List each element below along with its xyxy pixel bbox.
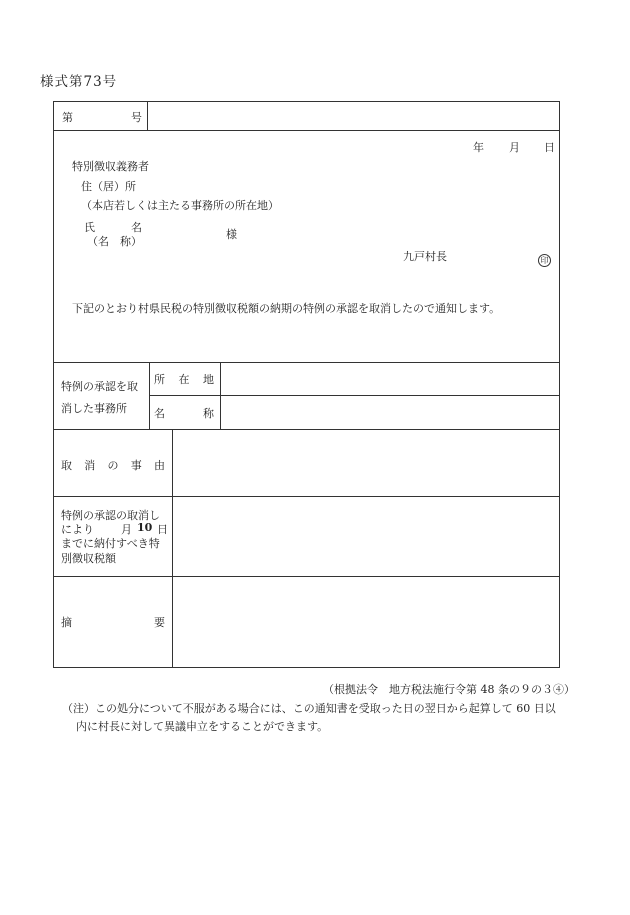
rule (149, 395, 559, 396)
office-label-line2: 消した事務所 (61, 402, 127, 415)
reason-char: の (107, 459, 119, 472)
seal-mark (538, 248, 551, 267)
number-suffix: 号 (131, 111, 142, 124)
office-name-field[interactable] (222, 397, 558, 428)
office-name-char: 称 (203, 407, 214, 420)
reason-char: 事 (130, 459, 142, 472)
office-name-char: 名 (154, 407, 165, 420)
reason-char: 取 (61, 459, 72, 472)
appeal-note-line2: 内に村長に対して異議申立をすることができます。 (76, 720, 329, 733)
date-year-label: 年 (473, 141, 484, 154)
summary-char: 摘 (61, 616, 72, 629)
seal-icon: 印 (538, 254, 551, 267)
office-location-label (154, 371, 214, 387)
summary-label (61, 614, 165, 630)
amount-day-value: 10 (137, 521, 153, 534)
amount-label-line4: 別徴収税額 (61, 552, 116, 565)
rule (54, 576, 559, 577)
cancellation-reason-field[interactable] (174, 431, 558, 495)
reason-char: 消 (84, 459, 96, 472)
document-number-label (62, 109, 142, 125)
rule (149, 362, 150, 429)
legal-basis: （根拠法令 地方税法施行令第 48 条の９の３④） (323, 683, 575, 696)
rule (54, 362, 559, 363)
name-label-char: 名 (131, 221, 142, 234)
office-location-field[interactable] (222, 364, 558, 394)
document-number-field[interactable] (150, 104, 556, 128)
address-label: 住（居）所 (81, 180, 136, 193)
notice-body-text: 下記のとおり村県民税の特別徴収税額の納期の特例の承認を取消したので通知します。 (72, 302, 501, 315)
office-label-line1: 特例の承認を取 (61, 380, 138, 393)
name-label-char: 氏 (84, 221, 95, 234)
rule (147, 102, 148, 130)
tax-amount-field[interactable] (174, 498, 558, 575)
summary-char: 要 (154, 616, 165, 629)
issuer-title: 九戸村長 (403, 250, 447, 263)
location-char: 在 (178, 373, 190, 386)
date-day-label: 日 (544, 141, 555, 154)
obligor-label: 特別徴収義務者 (72, 160, 149, 173)
location-char: 所 (154, 373, 165, 386)
summary-field[interactable] (174, 578, 558, 666)
form-number: 様式第73号 (40, 74, 118, 90)
amount-month-label: 月 (121, 523, 132, 536)
amount-day-label: 日 (157, 523, 168, 536)
notice-form-frame (53, 101, 560, 668)
rule (54, 496, 559, 497)
location-char: 地 (203, 373, 214, 386)
reason-char: 由 (154, 459, 165, 472)
amount-label-line3: までに納付すべき特 (61, 537, 160, 550)
amount-label-part: により (61, 523, 94, 536)
number-prefix: 第 (62, 111, 73, 124)
appeal-note-line1: （注）この処分について不服がある場合には、この通知書を受取った日の翌日から起算して 60 日以 (62, 702, 556, 715)
rule (172, 429, 173, 667)
date-month-label: 月 (509, 141, 520, 154)
honorific: 様 (226, 228, 237, 241)
cancellation-reason-label (61, 457, 165, 473)
organization-name-label: （名 称） (87, 235, 142, 248)
rule (54, 429, 559, 430)
amount-label-line1: 特例の承認の取消し (61, 509, 160, 522)
office-name-label (154, 405, 214, 421)
rule (54, 130, 559, 131)
address-note: （本店若しくは主たる事務所の所在地） (81, 199, 279, 212)
rule (220, 362, 221, 429)
